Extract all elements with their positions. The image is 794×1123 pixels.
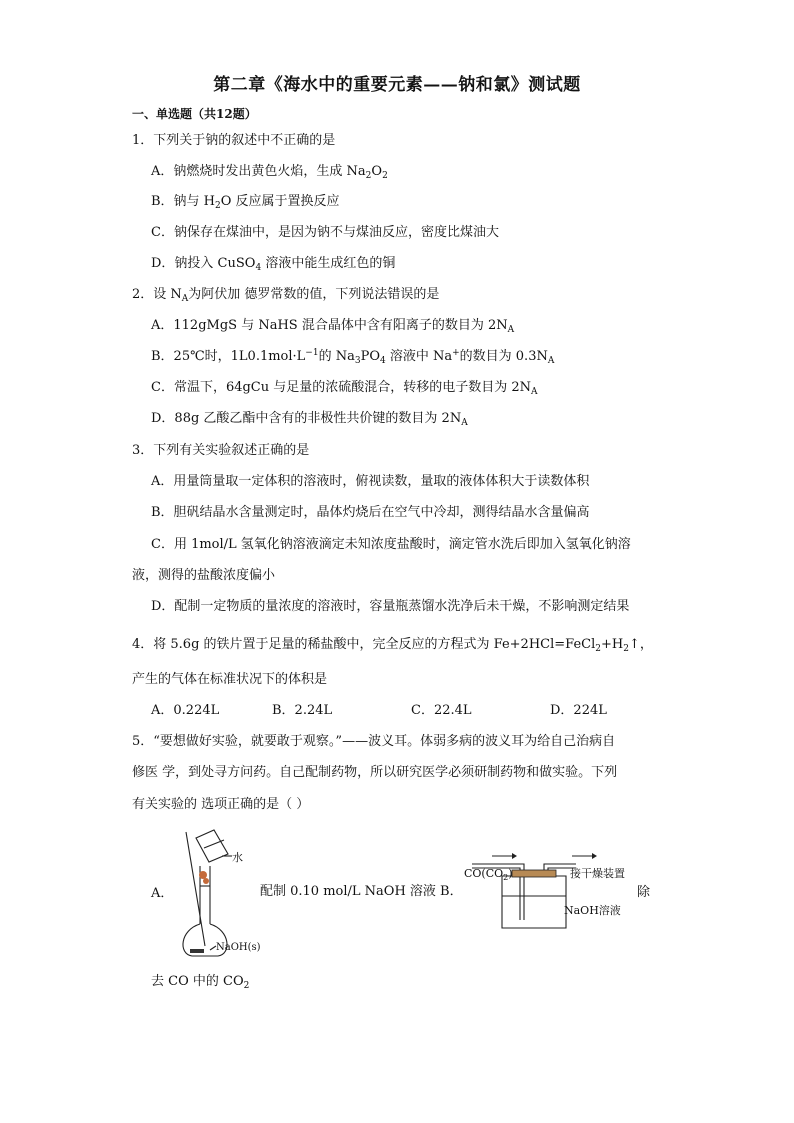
gas-washing-bottle-figure: [464, 850, 644, 932]
question-5-option-b-continued: 去 CO 中的 $CO_2$: [151, 974, 250, 991]
question-1-option-d: D．钠投入 CuSO$_4$ 溶液中能生成红色的铜: [151, 256, 396, 273]
gas-inlet-label: $CO(CO_2)$: [464, 867, 513, 882]
question-5-stem-line-3: 有关实验的 选项正确的是（ ）: [132, 797, 310, 812]
naoh-solid-label: NaOH(s): [216, 942, 261, 953]
question-3-option-c-continued: 液，测得的盐酸浓度偏小: [132, 568, 276, 583]
section-heading: 一、单选题（共12题）: [132, 107, 257, 121]
drying-apparatus-label: 接干燥装置: [570, 867, 625, 880]
question-2-option-b: B．25℃时，$1L0.1mol\cdot L^{-1}$的 $Na_3PO_4$ 溶液中 Na+的数目为 $0.3N_A$: [151, 348, 555, 366]
question-4-option-d: D．224L: [550, 703, 607, 718]
question-3-option-a: A．用量筒量取一定体积的溶液时，俯视读数，量取的液体体积大于读数体积: [151, 474, 590, 489]
question-5-stem-line-1: 5．“要想做好实验，就要敢于观察。”——波义耳。体弱多病的波义耳为给自己治病自: [132, 734, 616, 749]
naoh-solution-label: NaOH溶液: [564, 904, 621, 917]
question-2-option-c: C．常温下，64gCu 与足量的浓硫酸混合，转移的电子数目为 $2N_A$: [151, 380, 538, 397]
question-3-stem: 3．下列有关实验叙述正确的是: [132, 443, 310, 458]
question-5-option-a-label: A．: [151, 886, 174, 901]
page-title: 第二章《海水中的重要元素——钠和氯》测试题: [213, 75, 581, 95]
question-4-option-b: B．2.24L: [272, 703, 333, 718]
question-1-option-c: C．钠保存在煤油中，是因为钠不与煤油反应，密度比煤油大: [151, 225, 499, 240]
question-5-option-a-text: 配制 0.10 mol/L NaOH 溶液 B．: [260, 884, 463, 899]
question-4-stem: 4．将 5.6g 的铁片置于足量的稀盐酸中，完全反应的方程式为 $Fe+2HCl=FeCl_2+H_2↑$，: [132, 637, 653, 654]
question-1-option-b: B．钠与 $H_2O$ 反应属于置换反应: [151, 194, 340, 211]
question-4-option-a: A．0.224L: [151, 703, 220, 718]
question-2-option-d: D．88g 乙酸乙酯中含有的非极性共价键的数目为 $2N_A$: [151, 411, 468, 428]
question-3-option-d: D．配制一定物质的量浓度的溶液时，容量瓶蒸馏水洗净后未干燥，不影响测定结果: [151, 599, 630, 614]
question-2-stem: 2．设 $N_A$为阿伏加 德罗常数的值，下列说法错误的是: [132, 287, 440, 304]
question-5-stem-line-2: 修医 学，到处寻方问药。自己配制药物，所以研究医学必须研制药物和做实验。下列: [132, 765, 618, 780]
question-2-option-a: A．112gMgS 与 NaHS 混合晶体中含有阳离子的数目为 $2N_A$: [151, 318, 515, 335]
water-label: 水: [232, 851, 243, 864]
question-1-option-a: A．钠燃烧时发出黄色火焰，生成 $Na_2O_2$: [151, 164, 388, 181]
question-3-option-c: C．用 1mol/L 氢氧化钠溶液滴定未知浓度盐酸时，滴定管水洗后即加入氢氧化钠溶: [151, 537, 631, 552]
question-4-option-c: C．22.4L: [411, 703, 472, 718]
question-1-stem: 1．下列关于钠的叙述中不正确的是: [132, 133, 336, 148]
question-5-option-b-text: 除: [637, 885, 651, 900]
question-4-stem-continued: 产生的气体在标准状况下的体积是: [132, 672, 328, 687]
volumetric-flask-figure: [170, 826, 270, 961]
question-3-option-b: B．胆矾结晶水含量测定时，晶体灼烧后在空气中冷却，测得结晶水含量偏高: [151, 505, 590, 520]
